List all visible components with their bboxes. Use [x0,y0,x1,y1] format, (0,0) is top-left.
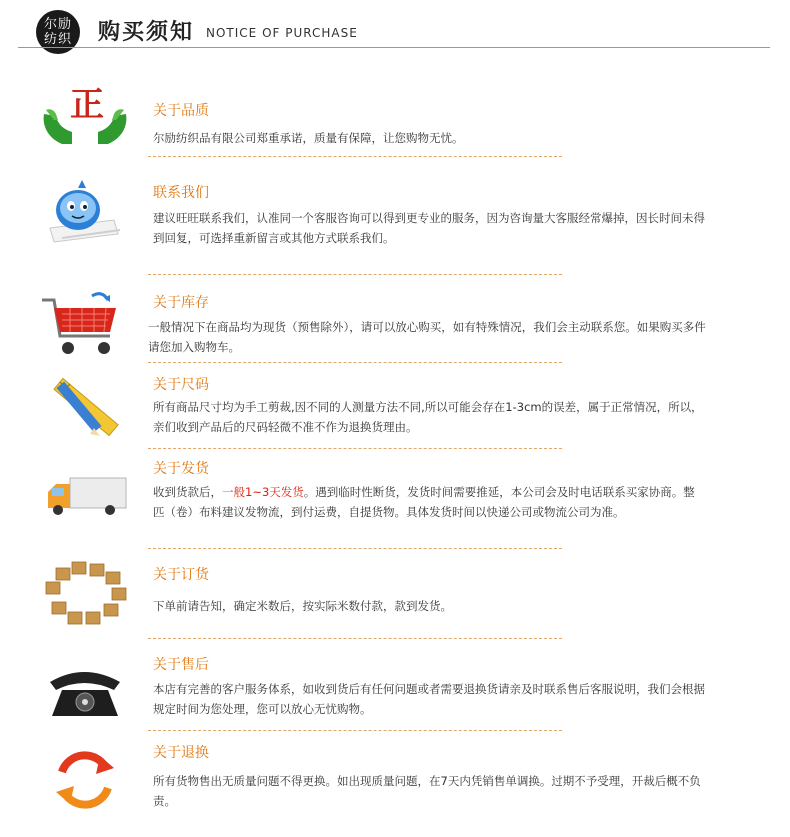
item-divider [148,548,562,549]
notice-body-delivery [153,482,701,522]
notice-body-stock: 一般情况下在商品均为现货（预售除外），请可以放心购买，如有特殊情况，我们会主动联系您。如果购买多件请您加入购物车。 [148,320,706,354]
ruler-pencil-icon [40,372,130,442]
notice-title-delivery: 关于发货 [153,461,209,477]
notice-body-returns: 所有货物售出无质量问题不得更换。如出现质量问题，在7天内凭销售单调换。过期不予受理，开裁后概不负责。 [153,774,701,808]
notice-title-quality: 关于品质 [153,103,209,119]
notice-title-contact: 联系我们 [153,185,209,201]
notice-title-stock: 关于库存 [153,295,209,311]
notice-body-size: 所有商品尺寸均为手工剪裁,因不同的人测量方法不同,所以可能会存在1-3cm的误差，属于正常情况，所以，亲们收到产品后的尺码轻微不准不作为退换货理由。 [153,400,703,434]
page-title: 购买须知 [98,20,195,45]
header-divider [18,47,770,48]
shopping-cart-icon [40,292,130,362]
notice-title-size: 关于尺码 [153,377,209,393]
notice-body-quality: 尔励纺织品有限公司郑重承诺，质量有保障，让您购物无忧。 [153,131,464,145]
notice-title-order: 关于订货 [153,567,209,583]
refresh-arrows-icon [40,748,130,818]
delivery-text-post: 。遇到临时性断货，发货时间需要推延，本公司会及时电话联系买家协商。整匹（卷）布料建议发物流，到付运费，自提货物。具体发货时间以快递公司或物流公司为准。 [153,485,695,519]
telephone-icon [40,662,130,732]
item-divider [148,362,562,363]
page-subtitle: NOTICE OF PURCHASE [206,26,358,40]
wangwang-contact-icon [40,178,130,248]
item-divider [148,448,562,449]
logo-line-1: 尔励 [43,17,72,32]
notice-body-aftersales: 本店有完善的客户服务体系，如收到货后有任何问题或者需要退换货请亲及时联系售后客服说明，我们会根据规定时间为您处理，您可以放心无忧购物。 [153,682,705,716]
item-divider [148,638,562,639]
notice-body-contact: 建议旺旺联系我们，认准同一个客服咨询可以得到更专业的服务，因为咨询量大客服经常爆掉，因长时间未得到回复，可选择重新留言或其他方式联系我们。 [153,211,705,245]
notice-body-order: 下单前请告知，确定米数后，按实际米数付款，款到发货。 [153,599,452,613]
svg-text:正: 正 [70,85,104,125]
notice-title-aftersales: 关于售后 [153,657,209,673]
item-divider [148,156,562,157]
delivery-truck-icon [40,472,130,542]
notice-title-returns: 关于退换 [153,745,209,761]
page-header [0,0,790,60]
item-divider [148,730,562,731]
delivery-text-pre: 收到货款后， [153,485,222,499]
quality-hands-icon [40,80,130,150]
boxes-ring-icon [40,558,130,628]
item-divider [148,274,562,275]
delivery-highlight: 一般1~3天发货 [222,485,304,499]
logo-line-2: 纺织 [43,32,72,47]
